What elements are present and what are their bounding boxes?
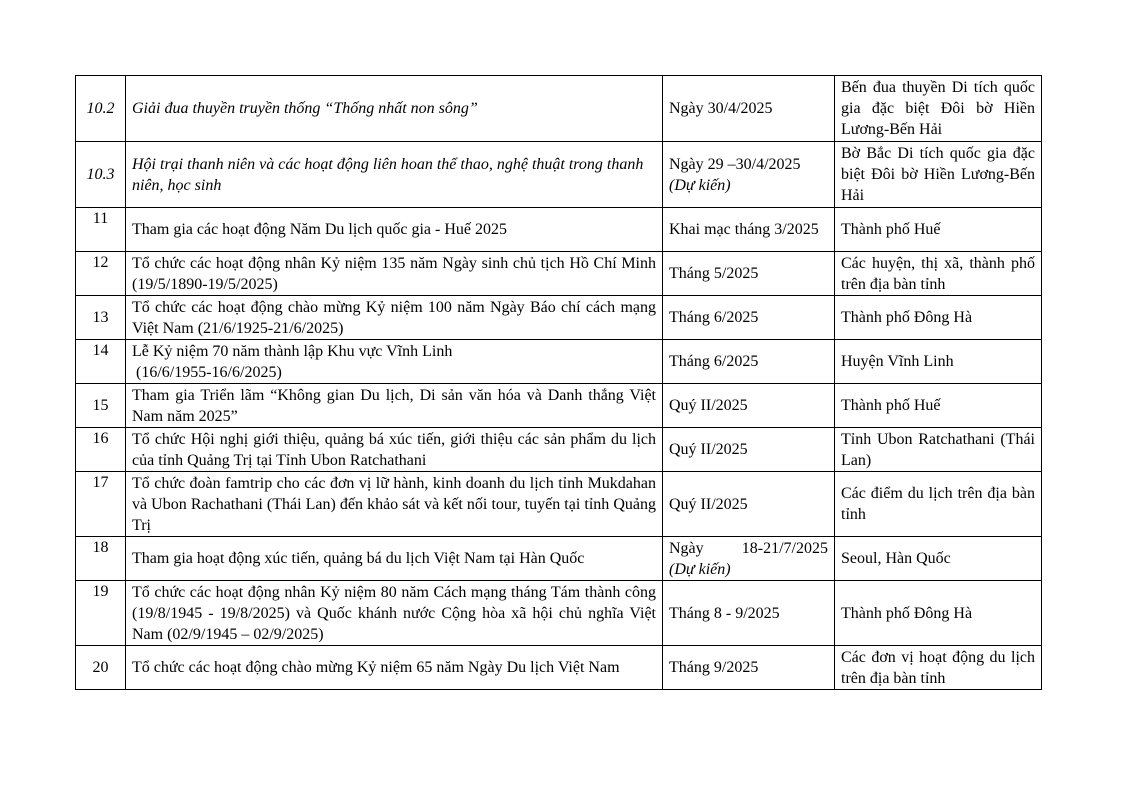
activity-cell: Tổ chức đoàn famtrip cho các đơn vị lữ hành, kinh doanh du lịch tỉnh Mukdahan và Ubon Rachathani (Thái Lan) đến khảo sát và kết nối tour, tuyến tại tỉnh Quảng Trị — [126, 472, 663, 537]
row-number: 19 — [76, 581, 126, 646]
location-cell: Các đơn vị hoạt động du lịch trên địa bàn tỉnh — [835, 646, 1042, 690]
table-row — [76, 340, 1042, 384]
table-row — [76, 581, 1042, 646]
time-note: (Dự kiến) — [669, 560, 731, 578]
table-row — [76, 472, 1042, 537]
time-cell — [663, 142, 835, 208]
location-cell: Các điểm du lịch trên địa bàn tỉnh — [835, 472, 1042, 537]
row-number: 18 — [76, 537, 126, 581]
location-cell: Huyện Vĩnh Linh — [835, 340, 1042, 384]
location-cell: Thành phố Đông Hà — [835, 296, 1042, 340]
table-row — [76, 252, 1042, 296]
table-row — [76, 208, 1042, 252]
activity-cell: Tham gia các hoạt động Năm Du lịch quốc gia - Huế 2025 — [126, 208, 663, 252]
time-cell: Tháng 8 - 9/2025 — [663, 581, 835, 646]
location-cell: Seoul, Hàn Quốc — [835, 537, 1042, 581]
row-number: 17 — [76, 472, 126, 537]
time-note: (Dự kiến) — [669, 176, 731, 194]
table-row — [76, 384, 1042, 428]
row-number: 13 — [76, 296, 126, 340]
time-cell: Quý II/2025 — [663, 472, 835, 537]
activity-date-range: (16/6/1955-16/6/2025) — [136, 363, 282, 381]
activity-text: Lễ Kỷ niệm 70 năm thành lập Khu vực Vĩnh Linh — [132, 342, 453, 360]
location-cell: Thành phố Huế — [835, 384, 1042, 428]
activity-cell: Giải đua thuyền truyền thống “Thống nhất non sông” — [126, 76, 663, 142]
table-row — [76, 142, 1042, 208]
time-cell: Tháng 9/2025 — [663, 646, 835, 690]
activity-cell: Tổ chức các hoạt động chào mừng Kỷ niệm 100 năm Ngày Báo chí cách mạng Việt Nam (21/6/1925-21/6/2025) — [126, 296, 663, 340]
table-row — [76, 296, 1042, 340]
activity-cell — [126, 340, 663, 384]
event-schedule-table — [75, 75, 1042, 690]
activity-cell: Tổ chức các hoạt động nhân Kỷ niệm 135 năm Ngày sinh chủ tịch Hồ Chí Minh (19/5/1890-19/5/2025) — [126, 252, 663, 296]
location-cell: Bến đua thuyền Di tích quốc gia đặc biệt Đôi bờ Hiền Lương-Bến Hải — [835, 76, 1042, 142]
row-number: 10.3 — [76, 142, 126, 208]
row-number: 20 — [76, 646, 126, 690]
table-row — [76, 428, 1042, 472]
time-text: Ngày 29 –30/4/2025 — [669, 155, 801, 173]
time-cell — [663, 537, 835, 581]
activity-cell: Tổ chức các hoạt động chào mừng Kỷ niệm 65 năm Ngày Du lịch Việt Nam — [126, 646, 663, 690]
activity-cell: Tổ chức các hoạt động nhân Kỷ niệm 80 năm Cách mạng tháng Tám thành công (19/8/1945 - 19/8/2025) và Quốc khánh nước Cộng hòa xã hội chủ nghĩa Việt Nam (02/9/1945 – 02/9/2025) — [126, 581, 663, 646]
row-number: 16 — [76, 428, 126, 472]
time-cell: Khai mạc tháng 3/2025 — [663, 208, 835, 252]
time-cell: Quý II/2025 — [663, 428, 835, 472]
time-cell: Tháng 5/2025 — [663, 252, 835, 296]
table-row — [76, 76, 1042, 142]
location-cell: Tỉnh Ubon Ratchathani (Thái Lan) — [835, 428, 1042, 472]
time-text: Ngày 18-21/7/2025 — [669, 539, 828, 557]
activity-cell: Tham gia hoạt động xúc tiến, quảng bá du lịch Việt Nam tại Hàn Quốc — [126, 537, 663, 581]
location-cell: Thành phố Huế — [835, 208, 1042, 252]
row-number: 15 — [76, 384, 126, 428]
location-cell: Thành phố Đông Hà — [835, 581, 1042, 646]
activity-cell: Tham gia Triển lãm “Không gian Du lịch, Di sản văn hóa và Danh thắng Việt Nam năm 2025” — [126, 384, 663, 428]
row-number: 12 — [76, 252, 126, 296]
time-cell: Tháng 6/2025 — [663, 296, 835, 340]
location-cell: Bờ Bắc Di tích quốc gia đặc biệt Đôi bờ Hiền Lương-Bến Hải — [835, 142, 1042, 208]
row-number: 11 — [76, 208, 126, 252]
table-row — [76, 537, 1042, 581]
location-cell: Các huyện, thị xã, thành phố trên địa bàn tỉnh — [835, 252, 1042, 296]
time-cell: Quý II/2025 — [663, 384, 835, 428]
activity-cell: Tổ chức Hội nghị giới thiệu, quảng bá xúc tiến, giới thiệu các sản phẩm du lịch của tỉnh Quảng Trị tại Tỉnh Ubon Ratchathani — [126, 428, 663, 472]
time-cell: Tháng 6/2025 — [663, 340, 835, 384]
time-cell: Ngày 30/4/2025 — [663, 76, 835, 142]
table-row — [76, 646, 1042, 690]
activity-cell: Hội trại thanh niên và các hoạt động liên hoan thể thao, nghệ thuật trong thanh niên, học sinh — [126, 142, 663, 208]
row-number: 10.2 — [76, 76, 126, 142]
row-number: 14 — [76, 340, 126, 384]
